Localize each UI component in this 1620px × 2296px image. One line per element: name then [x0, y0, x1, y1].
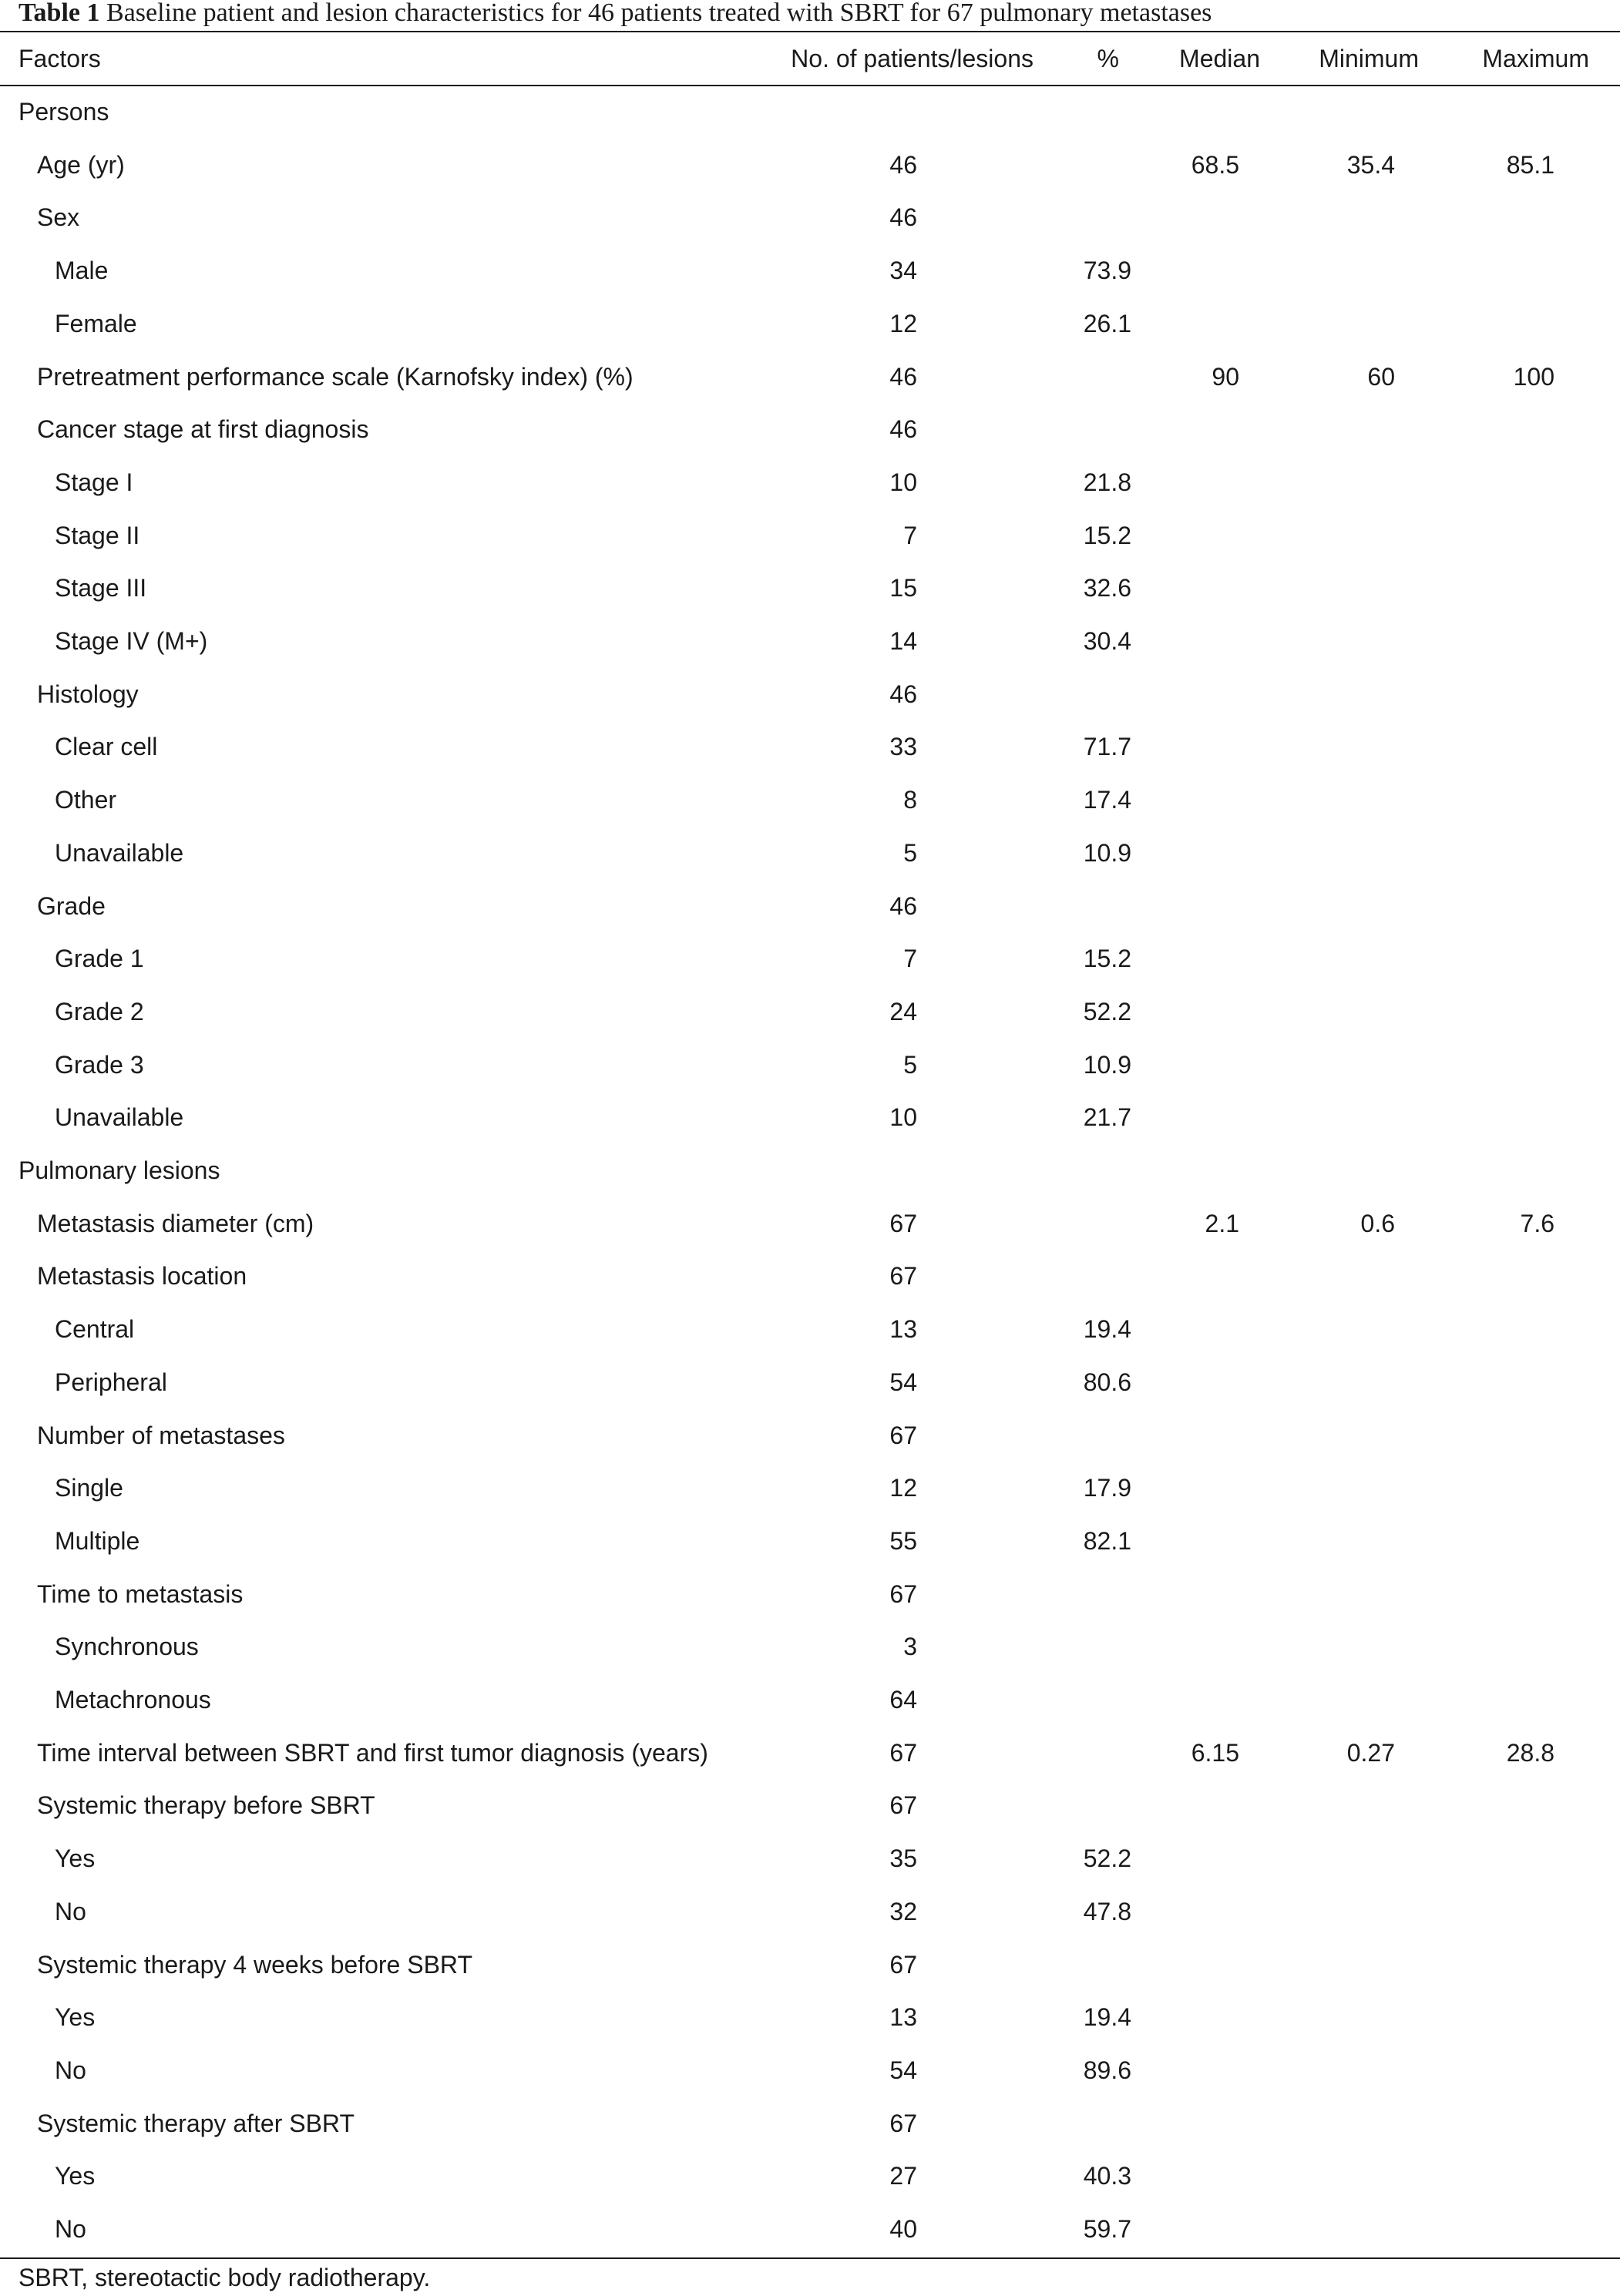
maximum-cell: 28.8	[1506, 1738, 1554, 1767]
table-footnote: SBRT, stereotactic body radiotherapy.	[18, 2264, 431, 2291]
percent-cell: 17.9	[1083, 1474, 1131, 1502]
factor-cell: No	[55, 2056, 86, 2084]
percent-cell: 71.7	[1083, 733, 1131, 761]
table-row	[0, 139, 1620, 191]
percent-cell: 82.1	[1083, 1526, 1131, 1555]
percent-cell: 30.4	[1083, 627, 1131, 655]
factor-cell: Systemic therapy after SBRT	[37, 2109, 355, 2137]
factor-cell: Other	[55, 786, 117, 814]
factor-cell: Stage IV (M+)	[55, 627, 208, 655]
header-percent: %	[1097, 45, 1119, 72]
factor-cell: Stage I	[55, 468, 133, 496]
factor-cell: Yes	[55, 2162, 96, 2190]
table-header-row	[0, 32, 1620, 85]
table-row	[0, 1991, 1620, 2043]
count-cell: 32	[889, 1897, 917, 1925]
table-row	[0, 1885, 1620, 1938]
table-row	[0, 2097, 1620, 2150]
factor-cell: Clear cell	[55, 733, 158, 761]
minimum-cell: 60	[1367, 362, 1395, 391]
factor-cell: Sex	[37, 203, 80, 232]
count-cell: 12	[889, 1474, 917, 1502]
factor-cell: Grade	[37, 891, 106, 920]
count-cell: 46	[889, 680, 917, 708]
percent-cell: 59.7	[1083, 2215, 1131, 2243]
maximum-cell: 7.6	[1520, 1209, 1554, 1237]
factor-cell: No	[55, 1897, 86, 1925]
percent-cell: 80.6	[1083, 1368, 1131, 1396]
factor-cell: Time interval between SBRT and first tumor diagnosis (years)	[37, 1738, 708, 1767]
count-cell: 7	[903, 945, 917, 973]
percent-cell: 40.3	[1083, 2162, 1131, 2190]
factor-cell: Systemic therapy before SBRT	[37, 1791, 375, 1820]
factor-cell: Stage III	[55, 574, 147, 603]
header-median: Median	[1179, 45, 1260, 72]
count-cell: 5	[903, 1050, 917, 1079]
count-cell: 46	[889, 891, 917, 920]
table-row	[0, 1568, 1620, 1620]
count-cell: 33	[889, 733, 917, 761]
table-row	[0, 1779, 1620, 1831]
table-row	[0, 191, 1620, 243]
maximum-cell: 85.1	[1506, 150, 1554, 179]
table-row	[0, 2044, 1620, 2096]
minimum-cell: 0.6	[1360, 1209, 1395, 1237]
count-cell: 55	[889, 1526, 917, 1555]
minimum-cell: 0.27	[1346, 1738, 1395, 1767]
table-row	[0, 1356, 1620, 1408]
table-row	[0, 668, 1620, 720]
percent-cell: 89.6	[1083, 2056, 1131, 2084]
count-cell: 7	[903, 521, 917, 549]
count-cell: 3	[903, 1633, 917, 1661]
factor-cell: Cancer stage at first diagnosis	[37, 415, 369, 444]
table-row	[0, 1197, 1620, 1250]
factor-cell: Grade 1	[55, 945, 144, 973]
table-row	[0, 615, 1620, 667]
factor-cell: Systemic therapy 4 weeks before SBRT	[37, 1950, 472, 1979]
count-cell: 40	[889, 2215, 917, 2243]
table-row	[0, 1673, 1620, 1726]
table-row	[0, 1515, 1620, 1567]
count-cell: 67	[889, 1950, 917, 1979]
table-caption	[18, 0, 1212, 28]
factor-cell: Metachronous	[55, 1686, 211, 1714]
header-minimum: Minimum	[1319, 45, 1419, 72]
count-cell: 46	[889, 150, 917, 179]
table-row	[0, 774, 1620, 826]
table-section-row	[0, 86, 1620, 138]
factor-cell: Yes	[55, 1845, 96, 1873]
factor-cell: Persons	[18, 98, 109, 126]
factor-cell: Number of metastases	[37, 1421, 285, 1449]
factor-cell: Unavailable	[55, 838, 184, 867]
factor-cell: Male	[55, 257, 109, 285]
count-cell: 10	[889, 1103, 917, 1132]
percent-cell: 73.9	[1083, 257, 1131, 285]
table-row	[0, 244, 1620, 297]
percent-cell: 32.6	[1083, 574, 1131, 603]
percent-cell: 52.2	[1083, 1845, 1131, 1873]
count-cell: 8	[903, 786, 917, 814]
count-cell: 54	[889, 1368, 917, 1396]
header-factors: Factors	[18, 45, 101, 72]
table-section-row	[0, 1144, 1620, 1197]
header-count: No. of patients/lesions	[791, 45, 1034, 72]
count-cell: 24	[889, 997, 917, 1025]
table-row	[0, 1462, 1620, 1514]
table-row	[0, 509, 1620, 562]
factor-cell: No	[55, 2215, 86, 2243]
percent-cell: 10.9	[1083, 1050, 1131, 1079]
factor-cell: Histology	[37, 680, 139, 708]
factor-cell: Multiple	[55, 1526, 140, 1555]
table-row	[0, 1939, 1620, 1991]
count-cell: 67	[889, 1791, 917, 1820]
percent-cell: 15.2	[1083, 945, 1131, 973]
count-cell: 46	[889, 415, 917, 444]
percent-cell: 21.7	[1083, 1103, 1131, 1132]
factor-cell: Time to metastasis	[37, 1579, 244, 1608]
factor-cell: Metastasis diameter (cm)	[37, 1209, 314, 1237]
count-cell: 13	[889, 1315, 917, 1344]
table-row	[0, 2150, 1620, 2202]
factor-cell: Synchronous	[55, 1633, 199, 1661]
factor-cell: Age (yr)	[37, 150, 125, 179]
percent-cell: 26.1	[1083, 309, 1131, 337]
table-row	[0, 1727, 1620, 1779]
count-cell: 64	[889, 1686, 917, 1714]
median-cell: 2.1	[1205, 1209, 1239, 1237]
count-cell: 67	[889, 2109, 917, 2137]
table-row	[0, 403, 1620, 455]
percent-cell: 19.4	[1083, 2003, 1131, 2032]
table-row	[0, 456, 1620, 509]
table-row	[0, 1303, 1620, 1355]
count-cell: 67	[889, 1262, 917, 1291]
percent-cell: 47.8	[1083, 1897, 1131, 1925]
count-cell: 46	[889, 203, 917, 232]
table-number: Table 1	[18, 0, 100, 27]
minimum-cell: 35.4	[1346, 150, 1395, 179]
count-cell: 67	[889, 1421, 917, 1449]
table-row	[0, 827, 1620, 879]
table-title: Baseline patient and lesion characteristics for 46 patients treated with SBRT for 67 pulmonary metastases	[106, 0, 1212, 27]
factor-cell: Grade 2	[55, 997, 144, 1025]
table-row	[0, 297, 1620, 350]
percent-cell: 19.4	[1083, 1315, 1131, 1344]
count-cell: 13	[889, 2003, 917, 2032]
maximum-cell: 100	[1513, 362, 1554, 391]
percent-cell: 15.2	[1083, 521, 1131, 549]
count-cell: 5	[903, 838, 917, 867]
table-row	[0, 1039, 1620, 1091]
median-cell: 68.5	[1191, 150, 1239, 179]
table-row	[0, 2203, 1620, 2255]
table-row	[0, 985, 1620, 1038]
count-cell: 67	[889, 1579, 917, 1608]
factor-cell: Metastasis location	[37, 1262, 247, 1291]
factor-cell: Yes	[55, 2003, 96, 2032]
factor-cell: Grade 3	[55, 1050, 144, 1079]
table-row	[0, 1409, 1620, 1462]
table-row	[0, 1091, 1620, 1143]
count-cell: 14	[889, 627, 917, 655]
factor-cell: Single	[55, 1474, 123, 1502]
percent-cell: 52.2	[1083, 997, 1131, 1025]
median-cell: 90	[1212, 362, 1239, 391]
table-row	[0, 932, 1620, 985]
count-cell: 67	[889, 1209, 917, 1237]
percent-cell: 10.9	[1083, 838, 1131, 867]
percent-cell: 21.8	[1083, 468, 1131, 496]
percent-cell: 17.4	[1083, 786, 1131, 814]
count-cell: 46	[889, 362, 917, 391]
table-row	[0, 1250, 1620, 1302]
factor-cell: Unavailable	[55, 1103, 184, 1132]
count-cell: 10	[889, 468, 917, 496]
table-row	[0, 720, 1620, 773]
factor-cell: Pulmonary lesions	[18, 1156, 220, 1184]
header-maximum: Maximum	[1482, 45, 1589, 72]
count-cell: 27	[889, 2162, 917, 2190]
table-row	[0, 351, 1620, 403]
count-cell: 15	[889, 574, 917, 603]
factor-cell: Female	[55, 309, 137, 337]
table-row	[0, 880, 1620, 932]
factor-cell: Pretreatment performance scale (Karnofsky index) (%)	[37, 362, 634, 391]
factor-cell: Peripheral	[55, 1368, 167, 1396]
count-cell: 67	[889, 1738, 917, 1767]
table-row	[0, 1832, 1620, 1885]
table-row	[0, 562, 1620, 614]
table-row	[0, 1620, 1620, 1673]
count-cell: 34	[889, 257, 917, 285]
count-cell: 12	[889, 309, 917, 337]
median-cell: 6.15	[1191, 1738, 1239, 1767]
count-cell: 54	[889, 2056, 917, 2084]
count-cell: 35	[889, 1845, 917, 1873]
factor-cell: Central	[55, 1315, 135, 1344]
factor-cell: Stage II	[55, 521, 140, 549]
